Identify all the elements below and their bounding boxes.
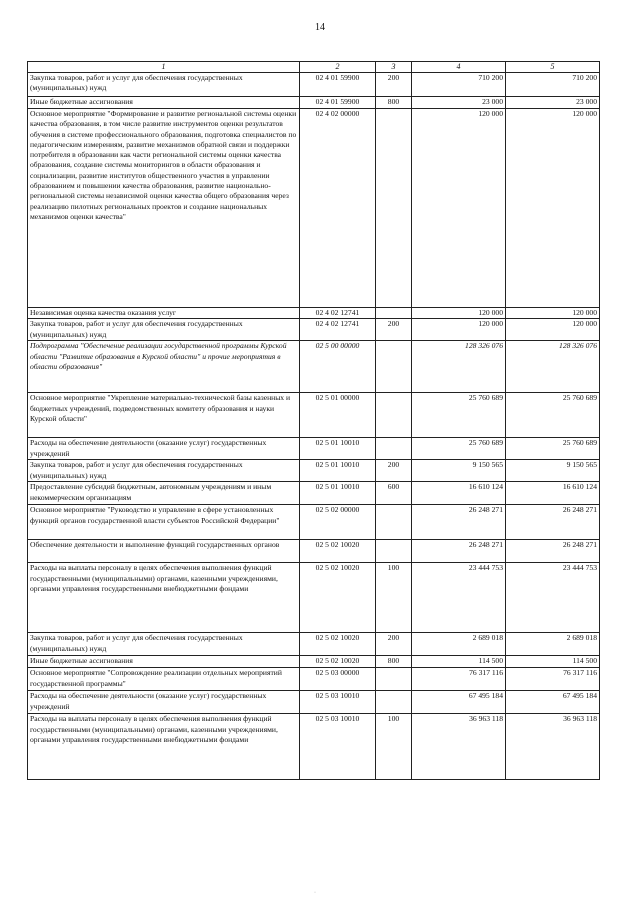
row-value-5: 16 610 124 <box>506 482 600 505</box>
row-value-4: 36 963 118 <box>412 714 506 780</box>
row-name: Обеспечение деятельности и выполнение функций государственных органов <box>28 540 300 563</box>
table-row <box>28 319 600 341</box>
row-value-5: 26 248 271 <box>506 505 600 540</box>
row-value-5: 25 760 689 <box>506 438 600 460</box>
row-value-4: 120 000 <box>412 308 506 319</box>
row-value-5: 120 000 <box>506 319 600 341</box>
row-type <box>376 109 412 308</box>
row-type <box>376 393 412 438</box>
table-row <box>28 505 600 540</box>
row-type <box>376 308 412 319</box>
row-name: Иные бюджетные ассигнования <box>28 97 300 109</box>
row-code: 02 5 01 10010 <box>300 438 376 460</box>
row-type <box>376 540 412 563</box>
row-type: 100 <box>376 714 412 780</box>
table-row <box>28 668 600 691</box>
row-code: 02 4 02 00000 <box>300 109 376 308</box>
row-value-4: 23 000 <box>412 97 506 109</box>
row-code: 02 4 02 12741 <box>300 308 376 319</box>
table-row <box>28 109 600 308</box>
page-number: 14 <box>315 22 325 33</box>
row-type: 100 <box>376 563 412 633</box>
row-name: Подпрограмма "Обеспечение реализации государственной программы Курской области "Развитие образования в Курской области" и прочие мероприятия в области образования" <box>28 341 300 393</box>
row-type: 600 <box>376 482 412 505</box>
row-value-4: 2 689 018 <box>412 633 506 656</box>
row-name: Закупка товаров, работ и услуг для обеспечения государственных (муниципальных) нужд <box>28 319 300 341</box>
row-value-5: 23 444 753 <box>506 563 600 633</box>
row-code: 02 5 02 10020 <box>300 656 376 668</box>
row-name: Основное мероприятие "Сопровождение реализации отдельных мероприятий государственной программы" <box>28 668 300 691</box>
row-value-5: 76 317 116 <box>506 668 600 691</box>
row-type <box>376 668 412 691</box>
row-name: Основное мероприятие "Укрепление материально-технической базы казенных и бюджетных учреждений, подведомственных комитету образования и науки Курской области" <box>28 393 300 438</box>
scan-mark: · <box>314 890 316 896</box>
table-row <box>28 656 600 668</box>
row-code: 02 5 01 10010 <box>300 482 376 505</box>
row-name: Закупка товаров, работ и услуг для обеспечения государственных (муниципальных) нужд <box>28 460 300 482</box>
row-code: 02 5 01 00000 <box>300 393 376 438</box>
row-value-4: 76 317 116 <box>412 668 506 691</box>
row-code: 02 5 03 00000 <box>300 668 376 691</box>
row-name: Расходы на выплаты персоналу в целях обеспечения выполнения функций государственными (муниципальными) органами, казенными учреждениями, органами управления государственными внебюджетными фондами <box>28 563 300 633</box>
row-code: 02 5 02 10020 <box>300 633 376 656</box>
row-code: 02 4 01 59900 <box>300 97 376 109</box>
row-value-5: 120 000 <box>506 109 600 308</box>
row-value-5: 120 000 <box>506 308 600 319</box>
table-row <box>28 73 600 97</box>
table-row <box>28 482 600 505</box>
table-row <box>28 97 600 109</box>
table-row <box>28 460 600 482</box>
row-type <box>376 341 412 393</box>
header-col-1: 1 <box>28 62 300 73</box>
row-value-4: 9 150 565 <box>412 460 506 482</box>
row-value-5: 26 248 271 <box>506 540 600 563</box>
row-code: 02 4 01 59900 <box>300 73 376 97</box>
row-value-4: 67 495 184 <box>412 691 506 714</box>
row-value-5: 2 689 018 <box>506 633 600 656</box>
row-value-5: 9 150 565 <box>506 460 600 482</box>
row-type <box>376 438 412 460</box>
row-name: Иные бюджетные ассигнования <box>28 656 300 668</box>
row-value-5: 67 495 184 <box>506 691 600 714</box>
header-col-4: 4 <box>412 62 506 73</box>
row-type: 200 <box>376 73 412 97</box>
row-code: 02 5 03 10010 <box>300 691 376 714</box>
row-value-4: 120 000 <box>412 319 506 341</box>
row-name: Расходы на обеспечение деятельности (оказание услуг) государственных учреждений <box>28 691 300 714</box>
row-value-4: 25 760 689 <box>412 393 506 438</box>
row-code: 02 4 02 12741 <box>300 319 376 341</box>
header-col-5: 5 <box>506 62 600 73</box>
row-value-4: 710 200 <box>412 73 506 97</box>
table-row <box>28 341 600 393</box>
row-name: Основное мероприятие "Руководство и управление в сфере установленных функций органов государственной власти субъектов Российской Федерации" <box>28 505 300 540</box>
row-name: Независимая оценка качества оказания услуг <box>28 308 300 319</box>
row-value-5: 128 326 076 <box>506 341 600 393</box>
row-type <box>376 691 412 714</box>
row-type: 200 <box>376 319 412 341</box>
row-name: Закупка товаров, работ и услуг для обеспечения государственных (муниципальных) нужд <box>28 73 300 97</box>
table-header-row <box>28 62 600 73</box>
row-name: Расходы на выплаты персоналу в целях обеспечения выполнения функций государственными (муниципальными) органами, казенными учреждениями, органами управления государственными внебюджетными фондами <box>28 714 300 780</box>
row-type: 200 <box>376 460 412 482</box>
row-name: Предоставление субсидий бюджетным, автономным учреждениям и иным некоммерческим организациям <box>28 482 300 505</box>
row-value-5: 23 000 <box>506 97 600 109</box>
row-value-4: 26 248 271 <box>412 505 506 540</box>
row-code: 02 5 02 10020 <box>300 563 376 633</box>
row-name: Расходы на обеспечение деятельности (оказание услуг) государственных учреждений <box>28 438 300 460</box>
row-value-4: 25 760 689 <box>412 438 506 460</box>
table-row <box>28 438 600 460</box>
row-value-5: 36 963 118 <box>506 714 600 780</box>
row-type: 800 <box>376 97 412 109</box>
row-code: 02 5 02 00000 <box>300 505 376 540</box>
row-type: 200 <box>376 633 412 656</box>
row-value-5: 114 500 <box>506 656 600 668</box>
row-value-5: 25 760 689 <box>506 393 600 438</box>
row-type <box>376 505 412 540</box>
table-row <box>28 633 600 656</box>
budget-table <box>27 61 600 780</box>
row-name: Основное мероприятие "Формирование и развитие региональной системы оценки качества образования, в том числе развитие инструментов оценки результатов обучения в системе профессионального образования, подготовка специалистов по педагогическим измерениям, развитие механизмов обратной связи и поддержки потребителя в образовании как части региональной системы оценки качества образования, создание системы мониторингов в области образования и социализации, развитие институтов общественного участия в управлении образованием и повышении качества образования, развитие национально- региональной системы независимой оценки качества общего образования через реализацию пилотных региональных проектов и создание национальных механизмов оценки качества" <box>28 109 300 308</box>
header-col-3: 3 <box>376 62 412 73</box>
row-value-4: 120 000 <box>412 109 506 308</box>
table-row <box>28 563 600 633</box>
row-code: 02 5 03 10010 <box>300 714 376 780</box>
row-code: 02 5 02 10020 <box>300 540 376 563</box>
row-value-5: 710 200 <box>506 73 600 97</box>
header-col-2: 2 <box>300 62 376 73</box>
row-type: 800 <box>376 656 412 668</box>
table-row <box>28 308 600 319</box>
row-value-4: 26 248 271 <box>412 540 506 563</box>
table-row <box>28 691 600 714</box>
row-value-4: 23 444 753 <box>412 563 506 633</box>
row-code: 02 5 01 10010 <box>300 460 376 482</box>
table-row <box>28 393 600 438</box>
row-value-4: 128 326 076 <box>412 341 506 393</box>
table-row <box>28 540 600 563</box>
row-value-4: 114 500 <box>412 656 506 668</box>
table-row <box>28 714 600 780</box>
row-name: Закупка товаров, работ и услуг для обеспечения государственных (муниципальных) нужд <box>28 633 300 656</box>
row-code: 02 5 00 00000 <box>300 341 376 393</box>
row-value-4: 16 610 124 <box>412 482 506 505</box>
